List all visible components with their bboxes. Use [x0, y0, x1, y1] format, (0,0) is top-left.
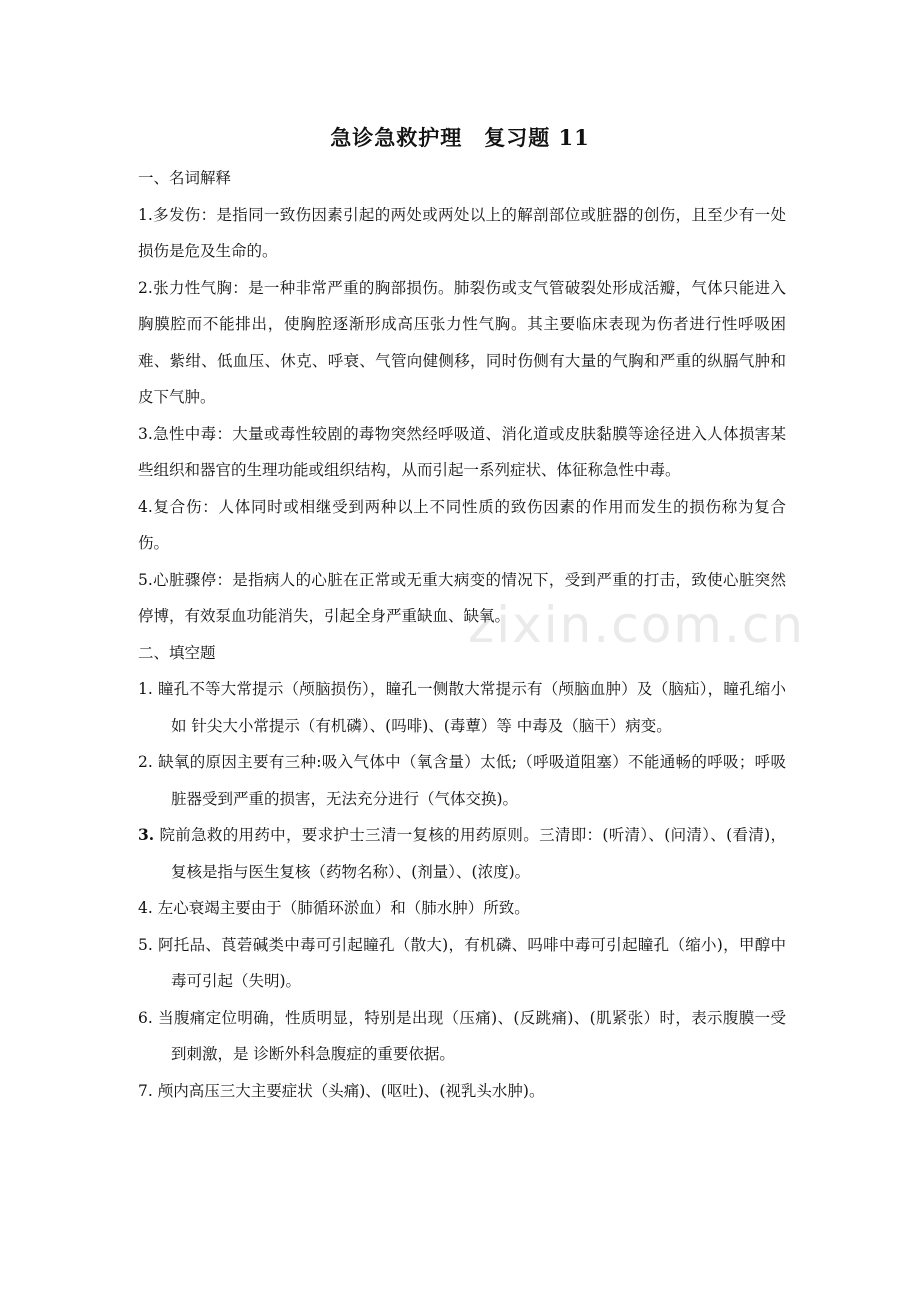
fill-in-item: [138, 1000, 786, 1073]
item-number: 5.: [138, 935, 153, 954]
fill-in-item: [138, 671, 786, 744]
fill-in-item: [138, 744, 786, 817]
fill-in-item: [138, 817, 786, 890]
document-title: 急诊急救护理 复习题 11: [330, 125, 590, 150]
item-text: 颅内高压三大主要症状（头痛)、(呕吐)、(视乳头水肿)。: [157, 1081, 545, 1100]
document-body: [138, 160, 786, 1109]
item-number: 7.: [138, 1081, 153, 1100]
item-text: 缺氧的原因主要有三种:吸入气体中（氧含量）太低;（呼吸道阻塞）不能通畅的呼吸；呼吸脏器受到严重的损害，无法充分进行（气体交换)。: [158, 753, 786, 808]
section-heading-fill-in: 二、填空题: [138, 643, 216, 662]
item-number: 2.: [138, 753, 153, 771]
fill-in-item: [138, 927, 786, 1000]
fill-in-item: [138, 890, 786, 927]
item-text: 左心衰竭主要由于（肺循环淤血）和（肺水肿）所致。: [157, 899, 530, 917]
item-number: 6.: [138, 1008, 153, 1027]
definition-item: 2.张力性气胸：是一种非常严重的胸部损伤。肺裂伤或支气管破裂处形成活瓣，气体只能进入胸膜腔而不能排出，使胸腔逐渐形成高压张力性气胸。其主要临床表现为伤者进行性呼吸困难、紫绀、低血压、休克、呼衰、气管向健侧移，同时伤侧有大量的气胸和严重的纵膈气肿和皮下气肿。: [138, 278, 786, 406]
definition-item: 4.复合伤：人体同时或相继受到两种以上不同性质的致伤因素的作用而发生的损伤称为复合伤。: [138, 497, 786, 552]
watermark: zixin.com.cn: [468, 596, 806, 654]
definition-item: 3.急性中毒：大量或毒性较剧的毒物突然经呼吸道、消化道或皮肤黏膜等途径进入人体损害某些组织和器官的生理功能或组织结构，从而引起一系列症状、体征称急性中毒。: [138, 424, 786, 479]
item-text: 院前急救的用药中，要求护士三清一复核的用药原则。三清即：(听清）、(问清）、(看清)，复核是指与医生复核（药物名称）、(剂量）、(浓度)。: [159, 826, 786, 881]
fill-in-item: [138, 1073, 786, 1110]
item-number: 4.: [138, 899, 153, 917]
definition-item: 1.多发伤：是指同一致伤因素引起的两处或两处以上的解剖部位或脏器的创伤，且至少有一处损伤是危及生命的。: [138, 205, 786, 260]
item-text: 瞳孔不等大常提示（颅脑损伤），瞳孔一侧散大常提示有（颅脑血肿）及（脑疝），瞳孔缩小如 针尖大小常提示（有机磷）、(吗啡)、(毒蕈）等 中毒及（脑干）病变。: [157, 680, 786, 735]
item-number: 3.: [138, 825, 155, 844]
definition-item: 5.心脏骤停：是指病人的心脏在正常或无重大病变的情况下，受到严重的打击，致使心脏突然停博，有效泵血功能消失，引起全身严重缺血、缺氧。: [138, 570, 786, 625]
item-number: 1.: [138, 680, 153, 698]
item-text: 当腹痛定位明确，性质明显，特别是出现（压痛)、(反跳痛)、(肌紧张）时，表示腹膜一受到刺激，是 诊断外科急腹症的重要依据。: [158, 1008, 786, 1063]
item-text: 阿托品、莨菪碱类中毒可引起瞳孔（散大)，有机磷、吗啡中毒可引起瞳孔（缩小)，甲醇中毒可引起（失明)。: [158, 935, 786, 990]
section-heading-definitions: 一、名词解释: [138, 169, 232, 187]
